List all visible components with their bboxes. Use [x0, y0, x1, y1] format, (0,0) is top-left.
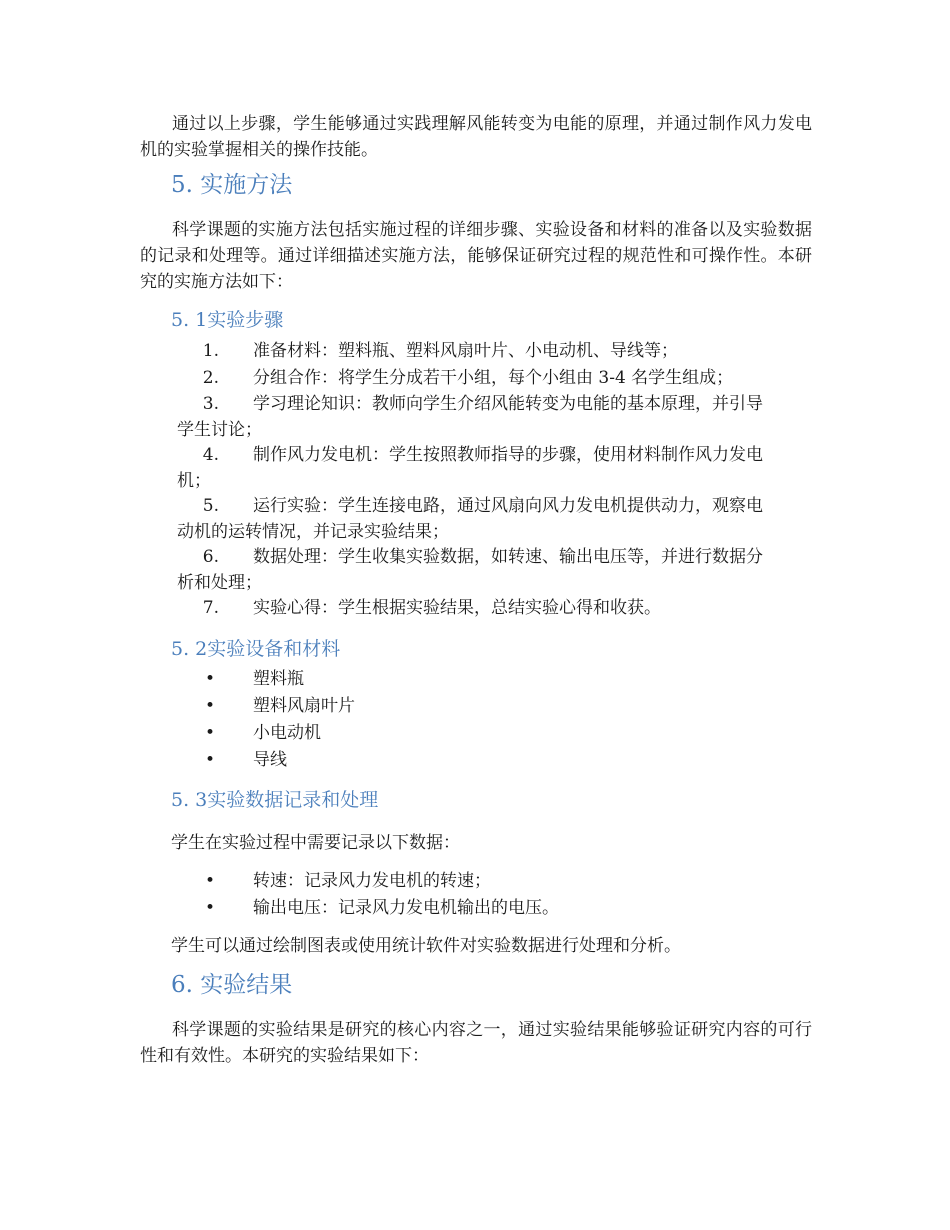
bullet-icon: •	[205, 750, 216, 770]
bullet-text: 输出电压：记录风力发电机输出的电压。	[253, 898, 559, 918]
list-text-continued: 学生讨论；	[177, 420, 262, 440]
bullet-item	[205, 720, 321, 746]
bullet-text: 转速：记录风力发电机的转速；	[253, 871, 491, 891]
list-text: 数据处理：学生收集实验数据，如转速、输出电压等，并进行数据分	[253, 547, 763, 567]
bullet-text: 塑料风扇叶片	[253, 696, 355, 716]
section-5-3-heading: 5. 3实验数据记录和处理	[171, 789, 379, 811]
list-number: 7.	[202, 598, 219, 618]
bullet-item	[205, 747, 287, 773]
list-text: 准备材料：塑料瓶、塑料风扇叶片、小电动机、导线等；	[253, 341, 678, 361]
bullet-icon: •	[205, 898, 216, 918]
list-item	[177, 365, 811, 391]
list-item	[177, 442, 811, 494]
bullet-item	[205, 895, 559, 921]
bullet-icon: •	[205, 669, 216, 689]
list-number: 2.	[202, 368, 219, 388]
bullet-icon: •	[205, 696, 216, 716]
bullet-item	[205, 693, 355, 719]
list-item	[177, 595, 811, 621]
list-item	[177, 338, 811, 364]
list-text: 制作风力发电机：学生按照教师指导的步骤，使用材料制作风力发电	[253, 445, 763, 465]
section-6-paragraph: 科学课题的实验结果是研究的核心内容之一，通过实验结果能够验证研究内容的可行性和有效性。本研究的实验结果如下：	[140, 1020, 812, 1066]
bullet-text: 导线	[253, 750, 287, 770]
section-5-paragraph: 科学课题的实施方法包括实施过程的详细步骤、实验设备和材料的准备以及实验数据的记录和处理等。通过详细描述实施方法，能够保证研究过程的规范性和可操作性。本研究的实施方法如下：	[140, 220, 812, 292]
section-5-1-heading: 5. 1实验步骤	[171, 309, 284, 331]
section-5-3-tail: 学生可以通过绘制图表或使用统计软件对实验数据进行处理和分析。	[171, 936, 681, 956]
list-number: 3.	[202, 394, 219, 414]
list-number: 5.	[202, 496, 219, 516]
list-item	[177, 493, 811, 545]
list-text: 实验心得：学生根据实验结果，总结实验心得和收获。	[253, 598, 661, 618]
list-text: 分组合作：将学生分成若干小组，每个小组由 3-4 名学生组成；	[253, 368, 734, 388]
bullet-icon: •	[205, 723, 216, 743]
list-number: 1.	[202, 341, 219, 361]
bullet-item	[205, 666, 304, 692]
bullet-text: 小电动机	[253, 723, 321, 743]
list-text-continued: 动机的运转情况，并记录实验结果；	[177, 522, 449, 542]
list-text-continued: 析和处理；	[177, 573, 262, 593]
list-text: 学习理论知识：教师向学生介绍风能转变为电能的基本原理，并引导	[253, 394, 763, 414]
section-6-heading: 6. 实验结果	[171, 972, 293, 998]
list-text: 运行实验：学生连接电路，通过风扇向风力发电机提供动力，观察电	[253, 496, 763, 516]
section-5-3-lead: 学生在实验过程中需要记录以下数据：	[171, 833, 460, 853]
intro-paragraph: 通过以上步骤，学生能够通过实践理解风能转变为电能的原理，并通过制作风力发电机的实验掌握相关的操作技能。	[140, 114, 812, 160]
bullet-item	[205, 868, 491, 894]
list-text-continued: 机；	[177, 471, 211, 491]
list-item	[177, 544, 811, 596]
section-5-heading: 5. 实施方法	[171, 172, 293, 198]
list-number: 6.	[202, 547, 219, 567]
list-item	[177, 391, 811, 443]
section-5-2-heading: 5. 2实验设备和材料	[171, 638, 341, 660]
list-number: 4.	[202, 445, 219, 465]
bullet-text: 塑料瓶	[253, 669, 304, 689]
bullet-icon: •	[205, 871, 216, 891]
